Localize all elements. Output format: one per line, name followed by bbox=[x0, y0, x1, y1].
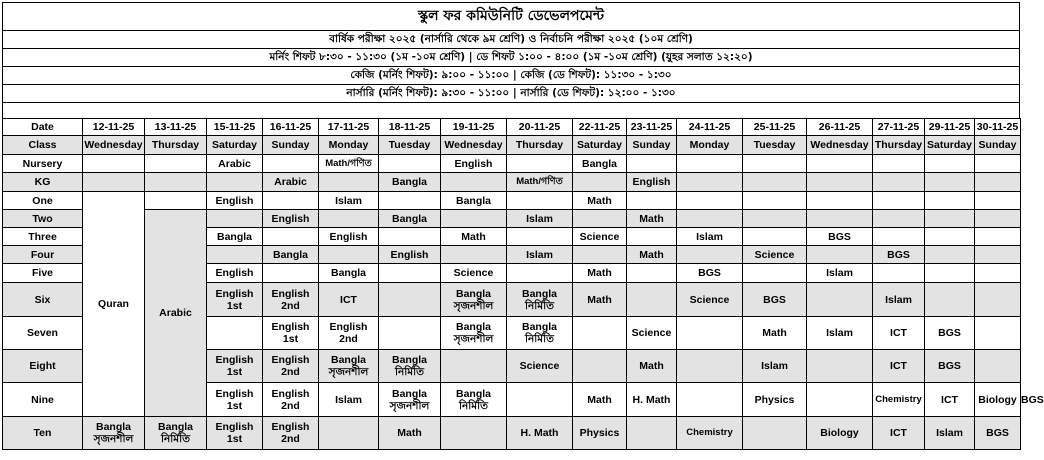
subject-cell: Math bbox=[627, 350, 677, 383]
date-cell: 27-11-25 bbox=[873, 119, 925, 136]
subject-cell: English 2nd bbox=[263, 350, 319, 383]
header-spacer bbox=[3, 103, 1019, 118]
subject-cell bbox=[873, 155, 925, 173]
subject-cell: English 2nd bbox=[263, 383, 319, 417]
subject-cell bbox=[145, 173, 207, 192]
subject-cell bbox=[627, 417, 677, 450]
subject-cell: BGS bbox=[807, 228, 873, 246]
subject-cell bbox=[677, 350, 743, 383]
subject-cell bbox=[677, 383, 743, 417]
subject-cell: Bangla নির্মিতি bbox=[441, 383, 507, 417]
subject-cell bbox=[441, 246, 507, 264]
subject-cell bbox=[873, 192, 925, 210]
subject-cell: Math bbox=[573, 264, 627, 283]
school-name: স্কুল ফর কমিউনিটি ডেভেলপমেন্ট bbox=[3, 3, 1019, 31]
subject-cell: Bangla bbox=[263, 246, 319, 264]
row-label: One bbox=[3, 192, 83, 210]
subject-cell: Science bbox=[441, 264, 507, 283]
subject-cell bbox=[975, 210, 1021, 228]
subject-cell: English bbox=[441, 155, 507, 173]
subject-cell bbox=[507, 155, 573, 173]
date-cell: 25-11-25 bbox=[743, 119, 807, 136]
subject-cell: Arabic bbox=[263, 173, 319, 192]
row-label: Five bbox=[3, 264, 83, 283]
subject-cell bbox=[319, 246, 379, 264]
subject-cell bbox=[975, 283, 1021, 317]
subject-cell: Bangla bbox=[441, 192, 507, 210]
exam-schedule-table bbox=[2, 118, 1044, 450]
table-row-one bbox=[3, 192, 1021, 210]
subject-cell: Math bbox=[627, 246, 677, 264]
subject-cell bbox=[263, 264, 319, 283]
subject-cell: Math bbox=[441, 228, 507, 246]
date-cell: 24-11-25 bbox=[677, 119, 743, 136]
subject-cell bbox=[379, 228, 441, 246]
day-cell: Wednesday bbox=[807, 136, 873, 155]
subject-cell bbox=[145, 155, 207, 173]
row-label: Two bbox=[3, 210, 83, 228]
subject-cell bbox=[677, 155, 743, 173]
subject-cell: Math bbox=[743, 317, 807, 350]
date-cell: 20-11-25 bbox=[507, 119, 573, 136]
subject-cell bbox=[743, 155, 807, 173]
day-cell: Saturday bbox=[207, 136, 263, 155]
row-label: Eight bbox=[3, 350, 83, 383]
subject-cell: Arabic bbox=[207, 155, 263, 173]
subject-cell: BGS bbox=[975, 417, 1021, 450]
subject-cell: ICT bbox=[873, 350, 925, 383]
merged-cell-arabic: Arabic bbox=[145, 210, 207, 417]
subject-cell: Bangla নির্মিতি bbox=[145, 417, 207, 450]
subject-cell bbox=[975, 155, 1021, 173]
subject-cell bbox=[627, 155, 677, 173]
subject-cell: Math/গণিত bbox=[507, 173, 573, 192]
day-cell: Tuesday bbox=[379, 136, 441, 155]
date-cell: 29-11-25 bbox=[925, 119, 975, 136]
subject-cell: English bbox=[207, 264, 263, 283]
subject-cell: Islam bbox=[507, 210, 573, 228]
subject-cell bbox=[573, 317, 627, 350]
date-cell: 18-11-25 bbox=[379, 119, 441, 136]
subject-cell bbox=[975, 264, 1021, 283]
subject-cell bbox=[807, 350, 873, 383]
subject-cell: BGS bbox=[677, 264, 743, 283]
subject-cell bbox=[807, 210, 873, 228]
date-label: Date bbox=[3, 119, 83, 136]
subject-cell bbox=[743, 417, 807, 450]
day-cell: Wednesday bbox=[83, 136, 145, 155]
subject-cell: Bangla সৃজনশীল bbox=[83, 417, 145, 450]
subject-cell bbox=[925, 192, 975, 210]
subject-cell: BGS bbox=[925, 350, 975, 383]
row-label: Six bbox=[3, 283, 83, 317]
subject-cell: BGS bbox=[873, 246, 925, 264]
row-label: Nine bbox=[3, 383, 83, 417]
date-cell: 23-11-25 bbox=[627, 119, 677, 136]
date-row bbox=[3, 119, 1021, 136]
subject-cell bbox=[379, 155, 441, 173]
subject-cell: Bangla bbox=[379, 210, 441, 228]
subject-cell: H. Math bbox=[507, 417, 573, 450]
day-cell: Tuesday bbox=[743, 136, 807, 155]
subject-cell bbox=[873, 264, 925, 283]
subject-cell: Islam bbox=[319, 192, 379, 210]
subject-cell: English bbox=[319, 228, 379, 246]
subject-cell bbox=[975, 173, 1021, 192]
subject-cell bbox=[507, 228, 573, 246]
subject-cell bbox=[677, 210, 743, 228]
subject-cell: Math bbox=[627, 210, 677, 228]
subject-cell bbox=[207, 317, 263, 350]
subject-cell bbox=[627, 192, 677, 210]
subject-cell: Math bbox=[379, 417, 441, 450]
subject-cell bbox=[975, 228, 1021, 246]
exam-header bbox=[2, 2, 1020, 119]
subject-cell: Islam bbox=[807, 264, 873, 283]
merged-cell-quran: Quran bbox=[83, 192, 145, 417]
subject-cell: Math bbox=[573, 283, 627, 317]
subject-cell: English bbox=[263, 210, 319, 228]
subject-cell bbox=[873, 173, 925, 192]
row-label: KG bbox=[3, 173, 83, 192]
subject-cell bbox=[627, 228, 677, 246]
subject-cell bbox=[925, 210, 975, 228]
class-label: Class bbox=[3, 136, 83, 155]
day-cell: Thursday bbox=[507, 136, 573, 155]
subject-cell: English bbox=[627, 173, 677, 192]
subject-cell bbox=[83, 173, 145, 192]
subject-cell bbox=[807, 246, 873, 264]
subject-cell bbox=[807, 173, 873, 192]
row-label: Nursery bbox=[3, 155, 83, 173]
shift-times: মর্নিং শিফট ৮:৩০ - ১১:৩০ (১ম -১০ম শ্রেণি) | ডে শিফট ১:০০ - ৪:০০ (১ম -১০ম শ্রেণি) (যুহর সলাত ১২:২০) bbox=[3, 49, 1019, 67]
date-cell: 16-11-25 bbox=[263, 119, 319, 136]
subject-cell bbox=[743, 192, 807, 210]
subject-cell bbox=[207, 173, 263, 192]
subject-cell bbox=[441, 350, 507, 383]
date-cell: 12-11-25 bbox=[83, 119, 145, 136]
subject-cell bbox=[743, 173, 807, 192]
row-label: Four bbox=[3, 246, 83, 264]
subject-cell bbox=[263, 155, 319, 173]
day-cell: Monday bbox=[319, 136, 379, 155]
subject-cell: Science bbox=[573, 228, 627, 246]
subject-cell bbox=[743, 264, 807, 283]
subject-cell: Islam bbox=[507, 246, 573, 264]
subject-cell: Islam bbox=[873, 283, 925, 317]
date-cell: 26-11-25 bbox=[807, 119, 873, 136]
row-label: Seven bbox=[3, 317, 83, 350]
subject-cell: Math bbox=[573, 383, 627, 417]
subject-cell bbox=[207, 210, 263, 228]
subject-cell bbox=[743, 210, 807, 228]
subject-cell bbox=[207, 246, 263, 264]
subject-cell: Islam bbox=[677, 228, 743, 246]
subject-cell: Biology bbox=[975, 383, 1021, 417]
subject-cell: Bangla bbox=[573, 155, 627, 173]
day-cell: Saturday bbox=[573, 136, 627, 155]
subject-cell bbox=[83, 155, 145, 173]
subject-cell bbox=[379, 192, 441, 210]
subject-cell: Bangla bbox=[319, 264, 379, 283]
subject-cell bbox=[925, 155, 975, 173]
table-row-ten bbox=[3, 417, 1021, 450]
subject-cell: English 1st bbox=[263, 317, 319, 350]
subject-cell: Bangla সৃজনশীল bbox=[441, 317, 507, 350]
subject-cell bbox=[507, 383, 573, 417]
subject-cell bbox=[379, 317, 441, 350]
subject-cell: Math bbox=[573, 192, 627, 210]
day-cell: Sunday bbox=[627, 136, 677, 155]
subject-cell: Chemistry bbox=[677, 417, 743, 450]
subject-cell: Islam bbox=[743, 350, 807, 383]
subject-cell: H. Math bbox=[627, 383, 677, 417]
subject-cell bbox=[925, 173, 975, 192]
subject-cell bbox=[807, 283, 873, 317]
subject-cell bbox=[677, 173, 743, 192]
subject-cell: Science bbox=[677, 283, 743, 317]
subject-cell bbox=[627, 283, 677, 317]
subject-cell: English 1st bbox=[207, 383, 263, 417]
subject-cell: English 2nd bbox=[263, 283, 319, 317]
day-cell: Sunday bbox=[975, 136, 1021, 155]
subject-cell bbox=[573, 246, 627, 264]
date-cell: 13-11-25 bbox=[145, 119, 207, 136]
date-cell: 15-11-25 bbox=[207, 119, 263, 136]
date-cell: 17-11-25 bbox=[319, 119, 379, 136]
subject-cell: Science bbox=[627, 317, 677, 350]
subject-cell: Math/গণিত bbox=[319, 155, 379, 173]
day-row bbox=[3, 136, 1021, 155]
subject-cell: Bangla সৃজনশীল bbox=[441, 283, 507, 317]
subject-cell bbox=[441, 417, 507, 450]
kg-times: কেজি (মর্নিং শিফট): ৯:০০ - ১১:০০ | কেজি (ডে শিফট): ১১:৩০ - ১:৩০ bbox=[3, 67, 1019, 85]
subject-cell bbox=[975, 317, 1021, 350]
subject-cell bbox=[379, 283, 441, 317]
subject-cell bbox=[507, 192, 573, 210]
subject-cell bbox=[263, 228, 319, 246]
subject-cell: Biology bbox=[807, 417, 873, 450]
subject-cell: ICT bbox=[873, 317, 925, 350]
subject-cell bbox=[573, 350, 627, 383]
table-row-nine: Nine English 1st English 2nd Islam Bangla সৃজনশীল Bangla নির্মিতি Math H. Math Physics Chemistry ICT Biology BGS bbox=[3, 383, 1021, 417]
subject-cell bbox=[925, 246, 975, 264]
subject-cell: Islam bbox=[925, 417, 975, 450]
subject-cell bbox=[975, 192, 1021, 210]
subject-cell: English 1st bbox=[207, 350, 263, 383]
subject-cell bbox=[319, 210, 379, 228]
table-row-kg bbox=[3, 173, 1021, 192]
subject-cell bbox=[807, 192, 873, 210]
subject-cell: Bangla সৃজনশীল bbox=[319, 350, 379, 383]
subject-cell: Science bbox=[743, 246, 807, 264]
subject-cell bbox=[925, 283, 975, 317]
subject-cell: ICT bbox=[319, 283, 379, 317]
subject-cell bbox=[925, 228, 975, 246]
subject-cell bbox=[743, 228, 807, 246]
subject-cell: Islam bbox=[319, 383, 379, 417]
date-cell: 30-11-25 bbox=[975, 119, 1021, 136]
subject-cell bbox=[145, 192, 207, 210]
subject-cell: English 1st bbox=[207, 417, 263, 450]
table-row-nursery bbox=[3, 155, 1021, 173]
subject-cell: BGS bbox=[925, 317, 975, 350]
subject-cell: Bangla bbox=[379, 173, 441, 192]
subject-cell bbox=[319, 173, 379, 192]
subject-cell bbox=[677, 246, 743, 264]
subject-cell bbox=[677, 317, 743, 350]
subject-cell bbox=[573, 173, 627, 192]
subject-cell bbox=[975, 246, 1021, 264]
subject-cell: English 2nd bbox=[319, 317, 379, 350]
day-cell: Thursday bbox=[873, 136, 925, 155]
subject-cell: Bangla নির্মিতি bbox=[507, 283, 573, 317]
subject-cell: Physics bbox=[743, 383, 807, 417]
subject-cell bbox=[319, 417, 379, 450]
day-cell: Sunday bbox=[263, 136, 319, 155]
subject-cell bbox=[677, 192, 743, 210]
subject-cell bbox=[925, 264, 975, 283]
subject-cell: Islam bbox=[807, 317, 873, 350]
subject-cell bbox=[975, 350, 1021, 383]
row-label: Ten bbox=[3, 417, 83, 450]
subject-cell bbox=[873, 210, 925, 228]
subject-cell: ICT bbox=[925, 383, 975, 417]
subject-cell bbox=[807, 155, 873, 173]
subject-cell: Bangla সৃজনশীল bbox=[379, 383, 441, 417]
row-label: Three bbox=[3, 228, 83, 246]
day-cell: Thursday bbox=[145, 136, 207, 155]
subject-cell: Bangla নির্মিতি bbox=[507, 317, 573, 350]
subject-cell bbox=[573, 210, 627, 228]
date-cell: 19-11-25 bbox=[441, 119, 507, 136]
day-cell: Wednesday bbox=[441, 136, 507, 155]
subject-cell bbox=[379, 264, 441, 283]
day-cell: Monday bbox=[677, 136, 743, 155]
date-cell: 22-11-25 bbox=[573, 119, 627, 136]
subject-cell bbox=[873, 228, 925, 246]
subject-cell: English bbox=[379, 246, 441, 264]
subject-cell bbox=[807, 383, 873, 417]
table-row-two bbox=[3, 210, 1021, 228]
nursery-times: নার্সারি (মর্নিং শিফট): ৯:৩০ - ১১:০০ | নার্সারি (ডে শিফট): ১২:০০ - ১:৩০ bbox=[3, 85, 1019, 103]
subject-cell: ICT bbox=[873, 417, 925, 450]
subject-cell: English bbox=[207, 192, 263, 210]
day-cell: Saturday bbox=[925, 136, 975, 155]
subject-cell: English 1st bbox=[207, 283, 263, 317]
subject-cell: Science bbox=[507, 350, 573, 383]
subject-cell: BGS bbox=[743, 283, 807, 317]
subject-cell: Bangla bbox=[207, 228, 263, 246]
subject-cell: Chemistry bbox=[873, 383, 925, 417]
subject-cell: English 2nd bbox=[263, 417, 319, 450]
exam-title: বার্ষিক পরীক্ষা ২০২৫ (নার্সারি থেকে ৯ম শ্রেণি) ও নির্বাচনি পরীক্ষা ২০২৫ (১০ম শ্রেণি) bbox=[3, 31, 1019, 49]
subject-cell bbox=[441, 173, 507, 192]
subject-cell: Bangla নির্মিতি bbox=[379, 350, 441, 383]
subject-cell bbox=[441, 210, 507, 228]
subject-cell bbox=[507, 264, 573, 283]
subject-cell bbox=[263, 192, 319, 210]
subject-cell: Physics bbox=[573, 417, 627, 450]
subject-cell bbox=[627, 264, 677, 283]
